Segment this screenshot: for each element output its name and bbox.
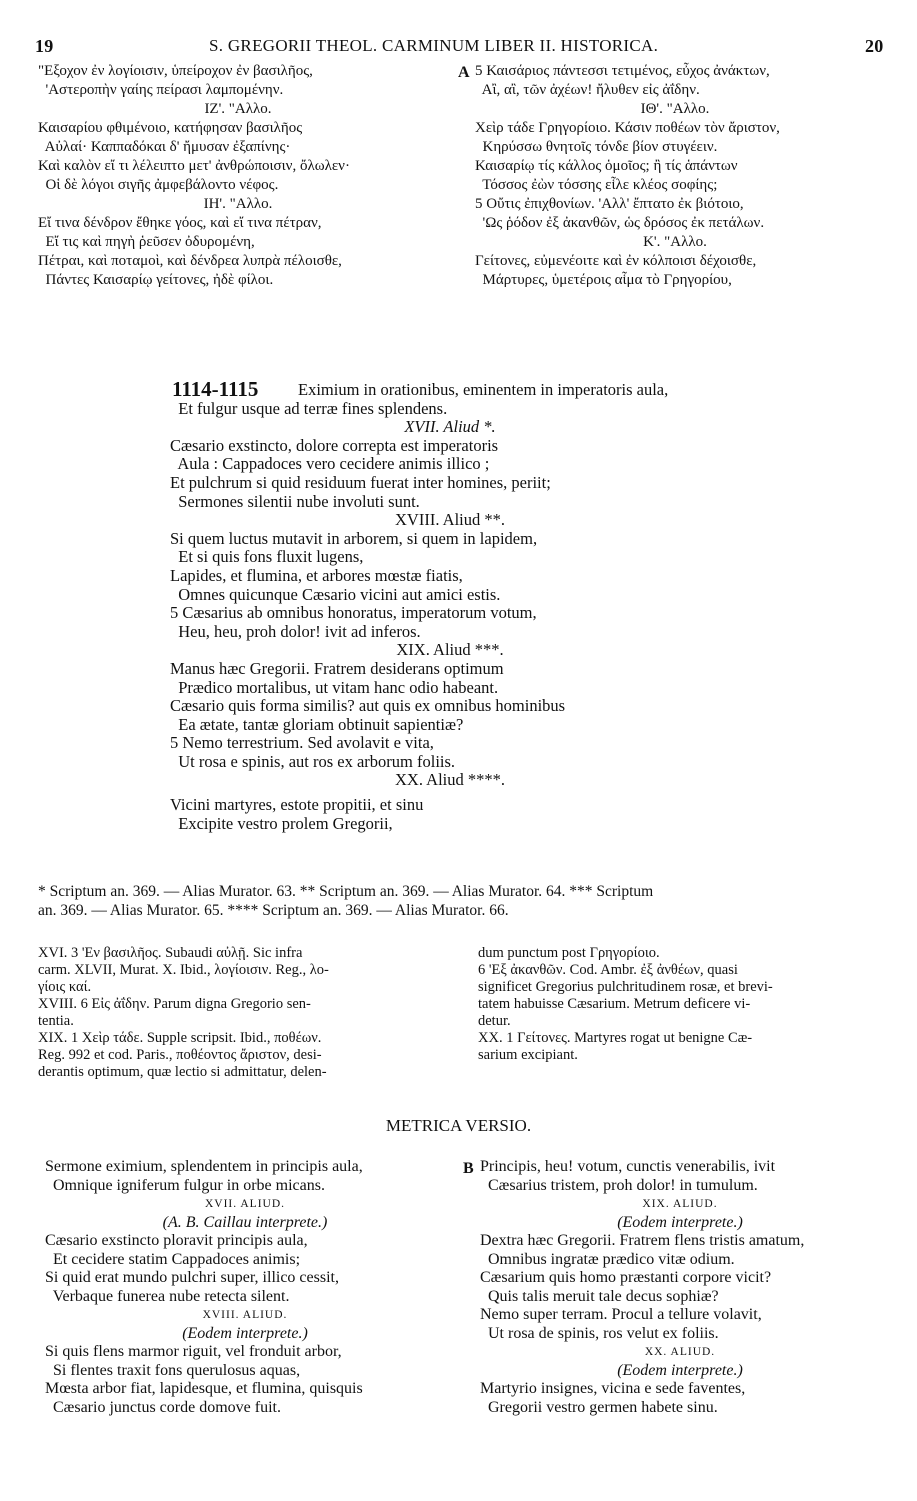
greek-line: Αὐλαί· Καππαδόκαι δ' ἤμυσαν ἐξαπίνης· bbox=[38, 139, 291, 155]
versio-line: Sermone eximium, splendentem in principis aula, bbox=[45, 1158, 363, 1175]
note-line: tatem habuisse Cæsarium. Metrum deficere vi- bbox=[478, 996, 751, 1012]
versio-line: Si quis flens marmor riguit, vel fronduit arbor, bbox=[45, 1343, 342, 1360]
note-line: Reg. 992 et cod. Paris., ποθέοντος ἄριστον, desi- bbox=[38, 1047, 322, 1063]
greek-line: Γείτονες, εὐμενέοιτε καὶ ἐν κόλποισι δέχοισθε, bbox=[475, 253, 757, 269]
latin-line: Vicini martyres, estote propitii, et sinu bbox=[170, 795, 424, 815]
interpreter-text: (Eodem interprete.) bbox=[182, 1324, 308, 1342]
latin-line: Omnes quicunque Cæsario vicini aut amici estis. bbox=[170, 584, 501, 604]
greek-line: Μάρτυρες, ὑμετέροις αἷμα τὸ Γρηγορίου, bbox=[475, 272, 732, 288]
greek-line: Οἱ δὲ λόγοι σιγῆς ἀμφεβάλοντο νέφος. bbox=[38, 177, 279, 193]
greek-line: Καισαρίου φθιμένοιο, κατήφησαν βασιλῆος bbox=[38, 120, 303, 136]
note-line: XX. 1 Γείτονες. Martyres rogat ut benigne Cæ- bbox=[478, 1030, 753, 1046]
latin-line: Eximium in orationibus, eminentem in imperatoris aula, bbox=[298, 380, 669, 399]
latin-heading: XVIII. Aliud **. bbox=[395, 510, 505, 530]
versio-heading: XIX. ALIUD. bbox=[642, 1198, 718, 1210]
versio-line: Cæsario junctus corde domove fuit. bbox=[45, 1398, 281, 1416]
versio-line: Omnibus ingratæ prædico vitæ odium. bbox=[480, 1250, 735, 1268]
note-line: detur. bbox=[478, 1013, 511, 1029]
greek-line: "Εξοχον ἐν λογίοισιν, ὑπείροχον ἐν βασιλῆος, bbox=[38, 63, 313, 79]
footnote-line: an. 369. — Alias Murator. 65. **** Scriptum an. 369. — Alias Murator. 66. bbox=[38, 902, 509, 919]
column-marker-b: B bbox=[463, 1160, 474, 1177]
note-line: XVI. 3 'Εν βασιλῆος. Subaudi αὐλῇ. Sic infra bbox=[38, 945, 303, 961]
greek-left-column bbox=[38, 62, 458, 290]
greek-line: Εἴ τις καὶ πηγὴ ῥεῦσεν ὀδυρομένη, bbox=[38, 234, 255, 250]
note-line: derantis optimum, quæ lectio si admittatur, delen- bbox=[38, 1064, 327, 1080]
versio-heading: XX. ALIUD. bbox=[644, 1346, 716, 1358]
latin-translation bbox=[170, 377, 890, 833]
latin-line: Et si quis fons fluxit lugens, bbox=[170, 547, 364, 567]
versio-line: Dextra hæc Gregorii. Fratrem flens tristis amatum, bbox=[480, 1232, 805, 1249]
versio-line: Principis, heu! votum, cunctis venerabilis, ivit bbox=[480, 1158, 776, 1175]
versio-interpreter bbox=[480, 1214, 880, 1233]
latin-line: Et fulgur usque ad terræ fines splendens. bbox=[170, 398, 448, 418]
column-marker-a: A bbox=[458, 64, 470, 81]
latin-line: Cæsario quis forma similis? aut quis ex omnibus hominibus bbox=[170, 696, 566, 716]
latin-line: Cæsario exstincto, dolore correpta est imperatoris bbox=[170, 435, 499, 455]
versio-interpreter bbox=[45, 1214, 445, 1233]
latin-heading bbox=[170, 418, 730, 437]
greek-right-column bbox=[475, 62, 905, 290]
latin-line: Sermones silentii nube involuti sunt. bbox=[170, 491, 420, 511]
column-numbers: 1114-1115 bbox=[172, 377, 259, 401]
notes-right-column bbox=[478, 945, 898, 1064]
greek-line: 5 Οὔτις ἐπιχθονίων. 'Αλλ' ἔπτατο ἐκ βιότοιο, bbox=[475, 196, 744, 212]
greek-line: 5 Καισάριος πάντεσσι τετιμένος, εὖχος ἀνάκτων, bbox=[475, 63, 770, 79]
greek-line: Τόσσος ἐὼν τόσσης εἷλε κλέος σοφίης; bbox=[475, 177, 718, 193]
greek-line: Εἴ τινα δένδρον ἔθηκε γόος, καὶ εἴ τινα πέτραν, bbox=[38, 215, 322, 231]
latin-line: Manus hæc Gregorii. Fratrem desiderans optimum bbox=[170, 658, 504, 678]
footnotes bbox=[38, 882, 908, 920]
versio-line: Martyrio insignes, vicina e sede faventes, bbox=[480, 1380, 746, 1397]
page-number-left: 19 bbox=[35, 36, 54, 56]
notes-left-column bbox=[38, 945, 468, 1081]
latin-heading: XX. Aliud ****. bbox=[394, 770, 505, 790]
versio-line: Si quid erat mundo pulchri super, illico cessit, bbox=[45, 1269, 339, 1286]
latin-line: Prædico mortalibus, ut vitam hanc odio habeant. bbox=[170, 677, 499, 697]
latin-line: 5 Nemo terrestrium. Sed avolavit e vita, bbox=[170, 733, 434, 753]
running-title: S. GREGORII THEOL. CARMINUM LIBER II. HISTORICA. bbox=[209, 36, 659, 55]
latin-line: 5 Cæsarius ab omnibus honoratus, imperatorum votum, bbox=[170, 603, 537, 623]
note-line: γίοις καί. bbox=[38, 979, 92, 995]
latin-line: Excipite vestro prolem Gregorii, bbox=[170, 813, 393, 833]
latin-line: Ea ætate, tantæ gloriam obtinuit sapientiæ? bbox=[170, 714, 464, 734]
latin-line: Heu, heu, proh dolor! ivit ad inferos. bbox=[170, 621, 421, 641]
versio-line: Et cecidere statim Cappadoces animis; bbox=[45, 1250, 301, 1268]
versio-left-column bbox=[45, 1158, 465, 1417]
note-line: carm. XLVII, Murat. X. Ibid., λογίοισιν. Reg., λο- bbox=[38, 962, 329, 978]
interpreter-text: (A. B. Caillau interprete.) bbox=[162, 1213, 328, 1231]
versio-line: Ut rosa de spinis, ros velut ex foliis. bbox=[480, 1324, 719, 1342]
versio-line: Cæsarium quis homo præstanti corpore vicit? bbox=[480, 1269, 772, 1286]
versio-right-column bbox=[480, 1158, 905, 1417]
greek-line: 'Αστεροπὴν γαίης πείρασι λαμπομένην. bbox=[38, 82, 284, 98]
versio-line: Cæsarius tristem, proh dolor! in tumulum. bbox=[480, 1176, 758, 1194]
versio-heading: XVIII. ALIUD. bbox=[202, 1309, 288, 1321]
greek-line: Καὶ καλὸν εἴ τι λέλειπτο μετ' ἀνθρώποισιν, ὄλωλεν· bbox=[38, 158, 350, 174]
versio-line: Verbaque funerea nube retecta silent. bbox=[45, 1287, 290, 1305]
note-line: XVIII. 6 Εἰς ἀΐδην. Parum digna Gregorio sen- bbox=[38, 996, 311, 1012]
latin-line: Et pulchrum si quid residuum fuerat inter homines, periit; bbox=[170, 472, 551, 492]
footnote-line: * Scriptum an. 369. — Alias Murator. 63. ** Scriptum an. 369. — Alias Murator. 64. *** Scriptum bbox=[38, 883, 654, 900]
interpreter-text: (Eodem interprete.) bbox=[617, 1361, 743, 1379]
interpreter-text: (Eodem interprete.) bbox=[617, 1213, 743, 1231]
note-line: significet Gregorius pulchritudinem rosæ, et brevi- bbox=[478, 979, 773, 995]
greek-line: Αἲ, αἲ, τῶν ἀχέων! ἤλυθεν εἰς ἀΐδην. bbox=[475, 82, 700, 98]
greek-heading: Κ'. "Αλλο. bbox=[643, 234, 707, 250]
versio-line: Omnique igniferum fulgur in orbe micans. bbox=[45, 1176, 325, 1194]
latin-heading: XIX. Aliud ***. bbox=[396, 640, 504, 660]
versio-line: Quis talis meruit tale decus sophiæ? bbox=[480, 1287, 719, 1305]
latin-line: Aula : Cappadoces vero cecidere animis illico ; bbox=[170, 454, 490, 474]
latin-line: Lapides, et flumina, et arbores mœstæ fiatis, bbox=[170, 565, 463, 585]
note-line: dum punctum post Γρηγορίοιο. bbox=[478, 945, 660, 961]
greek-heading: ΙΖ'. "Αλλο. bbox=[204, 101, 272, 117]
versio-line: Cæsario exstincto ploravit principis aula, bbox=[45, 1232, 308, 1249]
greek-line: Χεὶρ τάδε Γρηγορίοιο. Κάσιν ποθέων τὸν ἄριστον, bbox=[475, 120, 780, 136]
greek-line: Καισαρίῳ τίς κάλλος ὁμοῖος; ἢ τίς ἁπάντων bbox=[475, 158, 738, 174]
latin-line: Ut rosa e spinis, aut ros ex arborum foliis. bbox=[170, 751, 456, 771]
greek-line: 'Ως ῥόδον ἐξ ἀκανθῶν, ὡς δρόσος ἐκ πετάλων. bbox=[475, 215, 765, 231]
note-line: tentia. bbox=[38, 1013, 74, 1029]
section-title: METRICA VERSIO. bbox=[385, 1116, 532, 1135]
greek-heading: ΙΗ'. "Αλλο. bbox=[203, 196, 273, 212]
greek-line: Πάντες Καισαρίῳ γείτονες, ἠδὲ φίλοι. bbox=[38, 272, 274, 288]
versio-heading: XVII. ALIUD. bbox=[204, 1198, 286, 1210]
versio-line: Si flentes traxit fons querulosus aquas, bbox=[45, 1361, 301, 1379]
page-number-right: 20 bbox=[865, 36, 884, 56]
greek-heading: ΙΘ'. "Αλλο. bbox=[640, 101, 710, 117]
latin-line: Si quem luctus mutavit in arborem, si quem in lapidem, bbox=[170, 528, 538, 548]
versio-interpreter bbox=[480, 1362, 880, 1381]
greek-line: Πέτραι, καὶ ποταμοὶ, καὶ δένδρεα λυπρὰ πέλοισθε, bbox=[38, 253, 342, 269]
greek-line: Κηρύσσω θνητοῖς τόνδε βίον στυγέειν. bbox=[475, 139, 718, 155]
note-line: sarium excipiant. bbox=[478, 1047, 578, 1063]
note-line: XIX. 1 Χεὶρ τάδε. Supple scripsit. Ibid., ποθέων. bbox=[38, 1030, 322, 1046]
versio-line: Mœsta arbor fiat, lapidesque, et flumina, quisquis bbox=[45, 1380, 363, 1397]
versio-line: Nemo super terram. Procul a tellure volavit, bbox=[480, 1306, 762, 1323]
versio-interpreter bbox=[45, 1325, 445, 1344]
versio-line: Gregorii vestro germen habete sinu. bbox=[480, 1398, 718, 1416]
note-line: 6 'Εξ ἀκανθῶν. Cod. Ambr. ἐξ ἀνθέων, quasi bbox=[478, 962, 738, 978]
latin-heading-text: XVII. Aliud *. bbox=[404, 417, 496, 437]
